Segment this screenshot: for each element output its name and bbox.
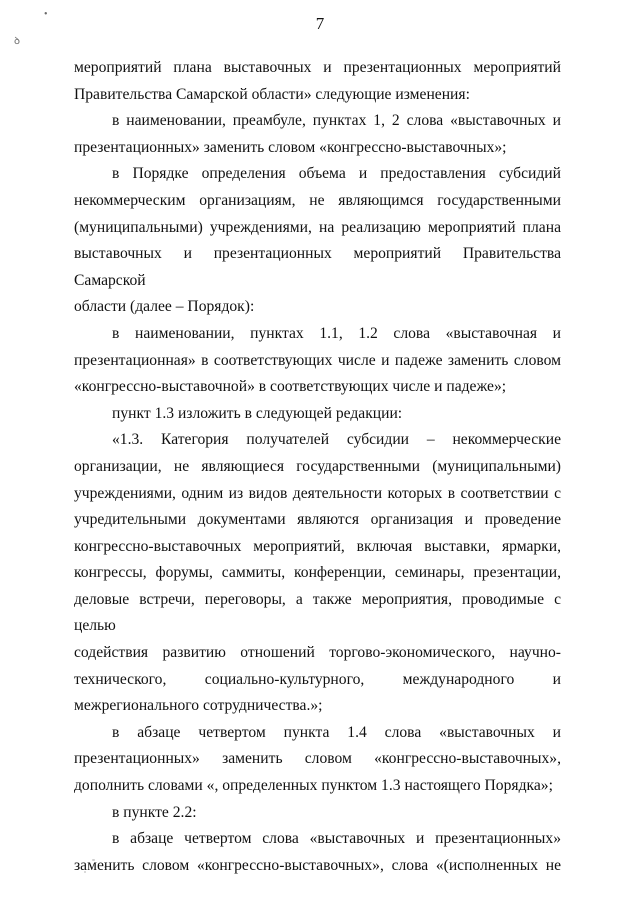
text-line: конгрессы, форумы, саммиты, конференции, семинары, презентации, bbox=[74, 564, 561, 582]
text-line: выставочных и презентационных мероприятий Правительства Самарской bbox=[74, 245, 561, 289]
text-line: дополнить словами «, определенных пунктом 1.3 настоящего Порядка»; bbox=[74, 777, 553, 795]
text-line: Правительства Самарской области» следующие изменения: bbox=[74, 85, 470, 103]
scan-mark: ꝺ bbox=[14, 36, 20, 47]
scan-mark: • bbox=[44, 9, 48, 20]
text-line: деловые встречи, переговоры, а также мероприятия, проводимые с целью bbox=[74, 590, 561, 635]
document-body bbox=[74, 55, 561, 879]
text-line: учреждениями, одним из видов деятельности которых в соответствии с bbox=[74, 484, 561, 502]
text-line: «конгрессно-выставочной» в соответствующих числе и падеже»; bbox=[74, 378, 507, 396]
text-line: учредительными документами являются организация и проведение bbox=[74, 511, 561, 529]
text-line: презентационных» заменить словом «конгрессно-выставочных»; bbox=[74, 138, 507, 156]
text-line: в наименовании, преамбуле, пунктах 1, 2 слова «выставочных и bbox=[112, 112, 561, 130]
text-line: пункт 1.3 изложить в следующей редакции: bbox=[112, 404, 403, 422]
text-line: (муниципальными) учреждениями, на реализацию мероприятий плана bbox=[74, 218, 561, 236]
text-line: межрегионального сотрудничества.»; bbox=[74, 697, 323, 715]
text-line: презентационная» в соответствующих числе и падеже заменить словом bbox=[74, 351, 561, 369]
text-line: конгрессно-выставочных мероприятий, включая выставки, ярмарки, bbox=[74, 537, 561, 555]
page-number: 7 bbox=[315, 14, 325, 33]
text-line: технического, социально-культурного, международного и bbox=[74, 670, 561, 688]
text-line: заменить словом «конгрессно-выставочных», слова «(исполненных не bbox=[74, 856, 561, 874]
text-line: организации, не являющиеся государственными (муниципальными) bbox=[74, 457, 561, 475]
text-line: в абзаце четвертом пункта 1.4 слова «выставочных и bbox=[112, 723, 561, 741]
text-line: в пункте 2.2: bbox=[112, 803, 197, 821]
text-line: в абзаце четвертом слова «выставочных и презентационных» bbox=[112, 830, 561, 848]
text-line: мероприятий плана выставочных и презентационных мероприятий bbox=[74, 59, 561, 76]
text-line: «1.3. Категория получателей субсидии – некоммерческие bbox=[112, 431, 561, 449]
text-line: презентационных» заменить словом «конгрессно-выставочных», bbox=[74, 750, 561, 768]
text-line: содействия развитию отношений торгово-экономического, научно- bbox=[74, 644, 561, 662]
text-line: области (далее – Порядок): bbox=[74, 298, 255, 316]
text-line: в наименовании, пунктах 1.1, 1.2 слова «выставочная и bbox=[112, 324, 561, 342]
text-line: в Порядке определения объема и предоставления субсидий bbox=[112, 165, 561, 183]
text-line: некоммерческим организациям, не являющимся государственными bbox=[74, 191, 561, 209]
